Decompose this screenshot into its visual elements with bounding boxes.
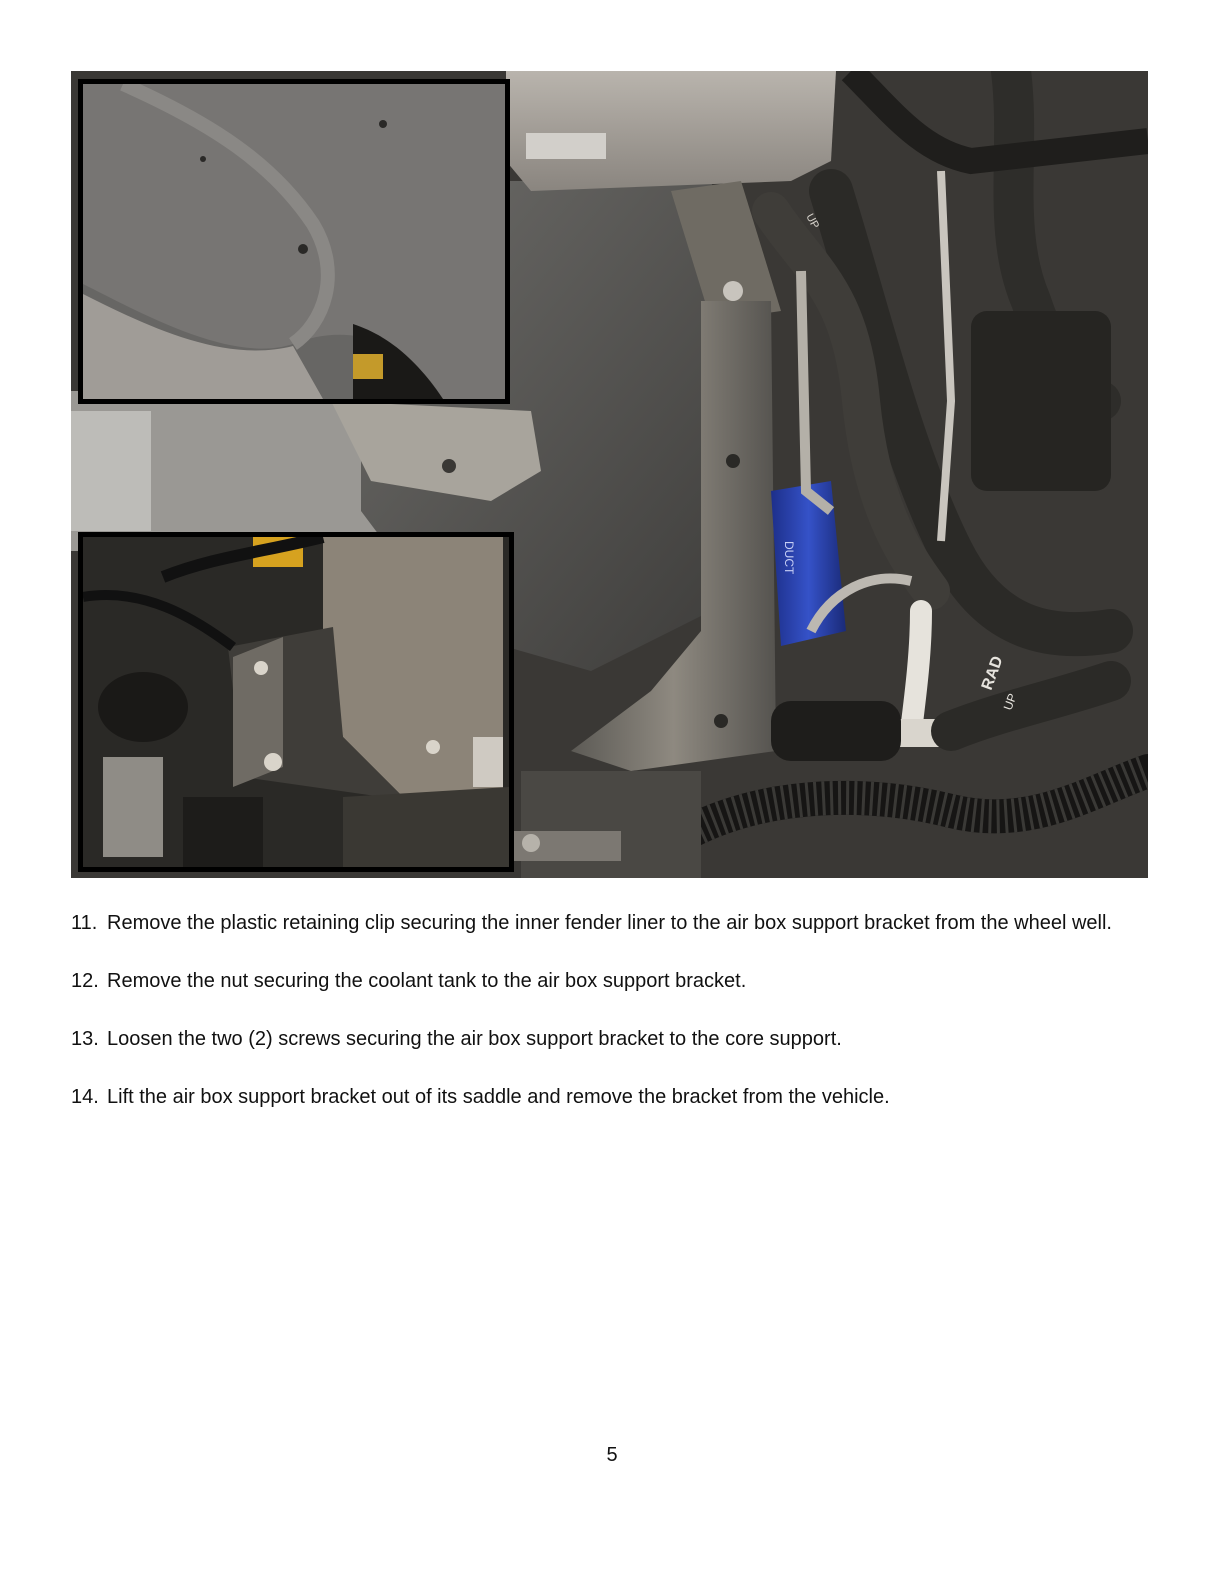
step-number: 11. (71, 912, 98, 934)
step-number: 14. (71, 1086, 99, 1108)
support-bracket-illustration (83, 537, 509, 867)
fender-liner-illustration (83, 84, 505, 399)
inset-photo-fender-liner (78, 79, 510, 404)
step-number: 13. (71, 1028, 99, 1050)
step-text: Remove the plastic retaining clip securing the inner fender liner to the air box support bracket from the wheel well. (107, 912, 1112, 934)
step-number: 12. (71, 970, 99, 992)
duct-label: DUCT (782, 541, 796, 575)
rad-label: RAD (978, 653, 1007, 693)
step-14 (71, 1082, 1151, 1112)
step-text: Remove the nut securing the coolant tank to the air box support bracket. (107, 970, 747, 992)
instruction-steps (71, 908, 1151, 1140)
step-text: Loosen the two (2) screws securing the air box support bracket to the core support. (107, 1028, 842, 1050)
step-11 (71, 908, 1151, 938)
page-number: 5 (606, 1444, 618, 1466)
step-12 (71, 966, 1151, 996)
step-13 (71, 1024, 1151, 1054)
inset-photo-support-bracket (78, 532, 514, 872)
up-label-left: UP (803, 211, 822, 231)
up-label-right: UP (1000, 691, 1020, 713)
step-text: Lift the air box support bracket out of its saddle and remove the bracket from the vehicle. (107, 1086, 890, 1108)
